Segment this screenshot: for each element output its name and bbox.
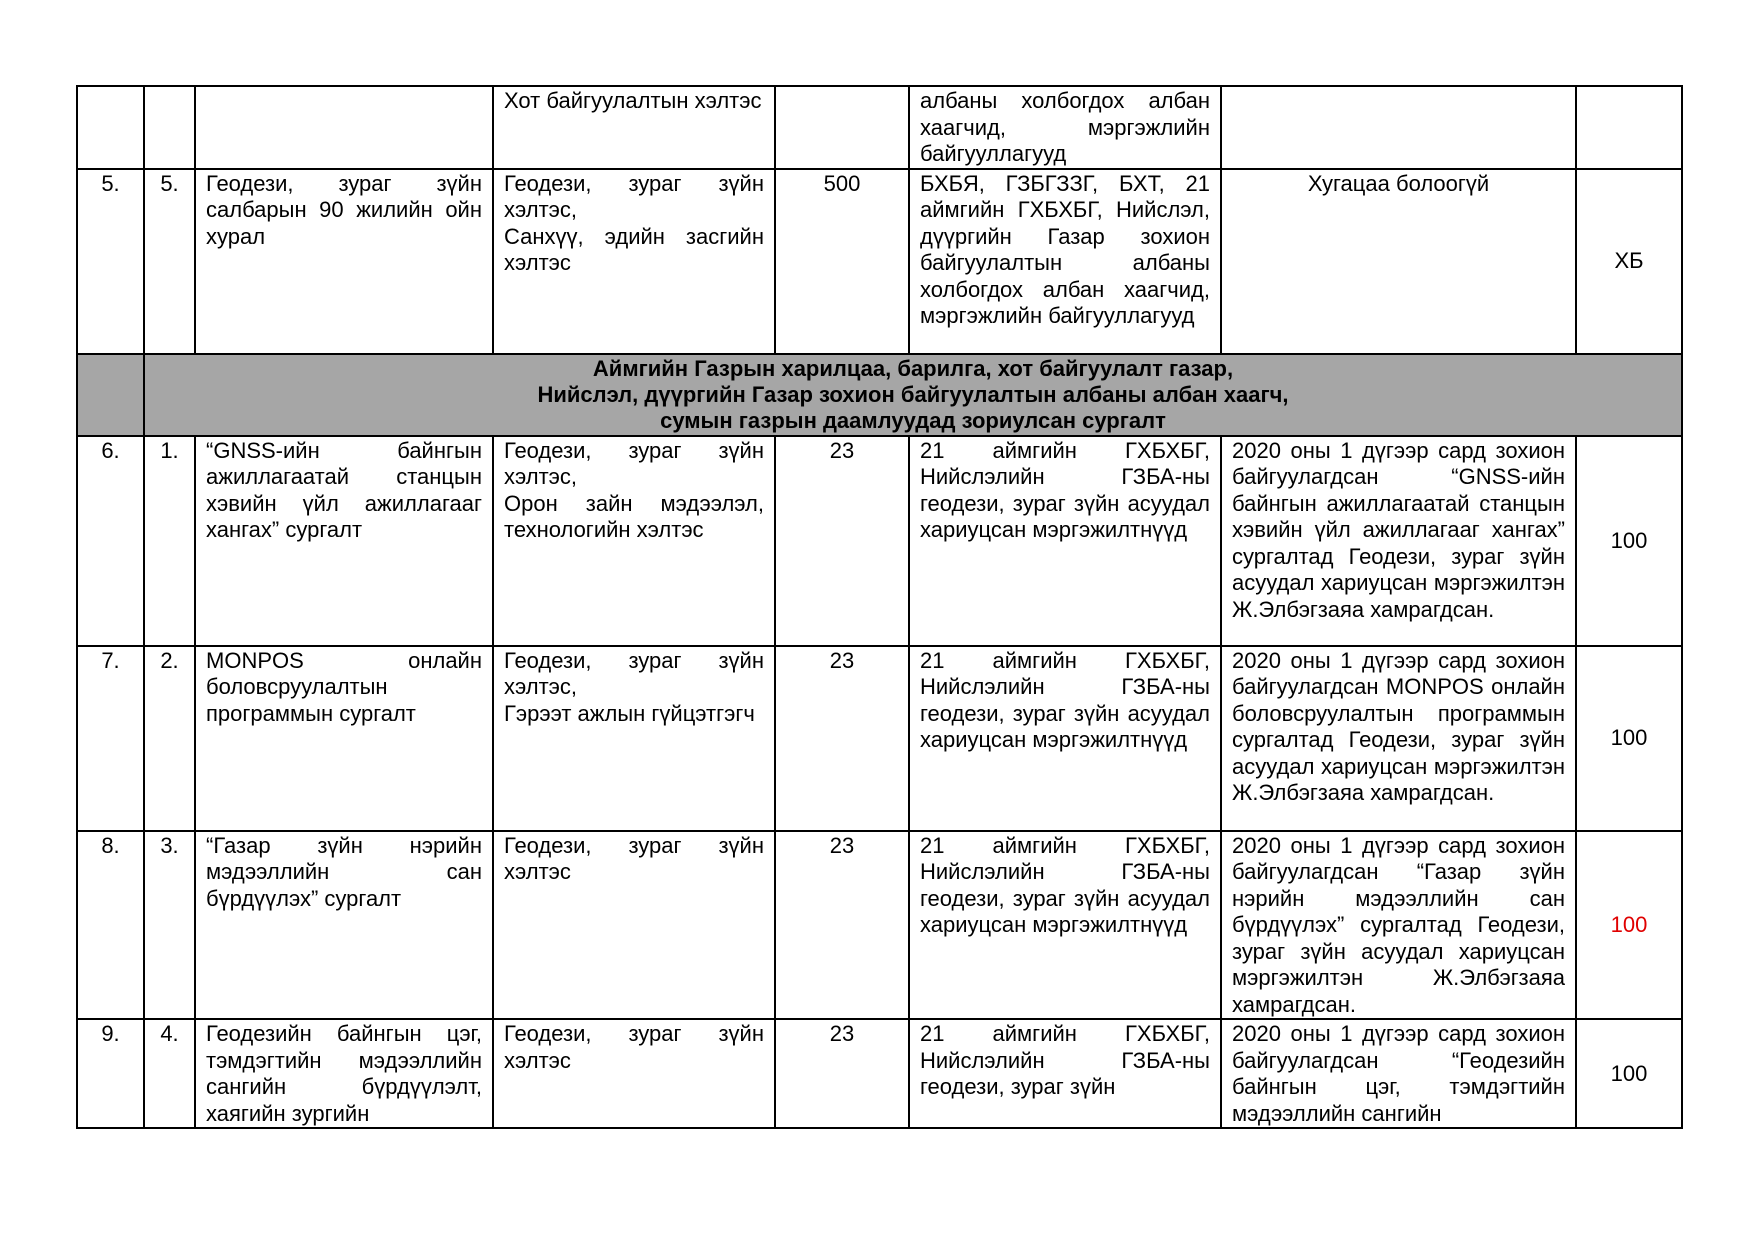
row-department: Геодези, зураг зүйн хэлтэс bbox=[493, 831, 775, 1020]
row-amount: 23 bbox=[775, 831, 909, 1020]
row-title: “Газар зүйн нэрийн мэдээллийн сан бүрдүүлэх” сургалт bbox=[195, 831, 493, 1020]
row-title: Геодезийн байнгын цэг, тэмдэгтийн мэдээллийн сангийн бүрдүүлэлт, хаягийн зургийн bbox=[195, 1019, 493, 1128]
row-amount: 23 bbox=[775, 1019, 909, 1128]
department-line: Геодези, зураг зүйн хэлтэс, bbox=[504, 647, 764, 699]
section-header-row bbox=[77, 354, 1682, 436]
row-participants: 21 аймгийн ГХБХБГ, Нийслэлийн ГЗБА-ны геодези, зураг зүйн асуудал хариуцсан мэргэжилтнүүд bbox=[909, 831, 1221, 1020]
row-number bbox=[77, 86, 144, 169]
row-number: 7. bbox=[77, 646, 144, 831]
row-department bbox=[493, 436, 775, 646]
row-sub-number: 2. bbox=[144, 646, 195, 831]
row-status: 2020 оны 1 дүгээр сард зохион байгуулагдсан “Геодезийн байнгын цэг, тэмдэгтийн мэдээллийн сангийн bbox=[1221, 1019, 1576, 1128]
table-row bbox=[77, 169, 1682, 354]
row-title bbox=[195, 86, 493, 169]
row-title: MONPOS онлайн боловсруулалтын программын сургалт bbox=[195, 646, 493, 831]
row-percent: 100 bbox=[1576, 436, 1682, 646]
row-participants: 21 аймгийн ГХБХБГ, Нийслэлийн ГЗБА-ны геодези, зураг зүйн bbox=[909, 1019, 1221, 1128]
row-participants: БХБЯ, ГЗБГЗЗГ, БХТ, 21 аймгийн ГХБХБГ, Нийслэл, дүүргийн Газар зохион байгуулалтын албаны холбогдох албан хаагчид, мэргэжлийн байгууллагууд bbox=[909, 169, 1221, 354]
row-amount: 23 bbox=[775, 436, 909, 646]
row-status: Хугацаа болоогүй bbox=[1221, 169, 1576, 354]
section-title bbox=[144, 354, 1682, 436]
row-number: 6. bbox=[77, 436, 144, 646]
table-row bbox=[77, 646, 1682, 831]
row-amount bbox=[775, 86, 909, 169]
section-title-line: Аймгийн Газрын харилцаа, барилга, хот байгуулалт газар, bbox=[592, 355, 1234, 381]
row-amount: 500 bbox=[775, 169, 909, 354]
row-sub-number: 5. bbox=[144, 169, 195, 354]
table-row bbox=[77, 1019, 1682, 1128]
department-line: Гэрээт ажлын гүйцэтгэгч bbox=[504, 700, 755, 726]
row-status: 2020 оны 1 дүгээр сард зохион байгуулагдсан “GNSS-ийн байнгын ажиллагаатай станцын хэвийн үйл ажиллагааг хангах” сургалтад Геодези, зураг зүйн асуудал хариуцсан мэргэжилтэн Ж.Элбэгзаяа хамрагдсан. bbox=[1221, 436, 1576, 646]
table-row bbox=[77, 86, 1682, 169]
section-title-line: Нийслэл, дүүргийн Газар зохион байгуулалтын албаны албан хаагч, bbox=[537, 381, 1289, 407]
row-sub-number: 4. bbox=[144, 1019, 195, 1128]
report-table bbox=[76, 85, 1683, 1129]
row-number: 5. bbox=[77, 169, 144, 354]
row-percent: 100 bbox=[1576, 1019, 1682, 1128]
row-sub-number bbox=[144, 86, 195, 169]
department-line: Геодези, зураг зүйн хэлтэс, bbox=[504, 170, 764, 222]
row-sub-number: 1. bbox=[144, 436, 195, 646]
row-amount: 23 bbox=[775, 646, 909, 831]
row-status bbox=[1221, 86, 1576, 169]
row-department: Геодези, зураг зүйн хэлтэс bbox=[493, 1019, 775, 1128]
row-participants: 21 аймгийн ГХБХБГ, Нийслэлийн ГЗБА-ны геодези, зураг зүйн асуудал хариуцсан мэргэжилтнүүд bbox=[909, 436, 1221, 646]
row-status: 2020 оны 1 дүгээр сард зохион байгуулагдсан MONPOS онлайн боловсруулалтын программын сургалтад Геодези, зураг зүйн асуудал хариуцсан мэргэжилтэн Ж.Элбэгзаяа хамрагдсан. bbox=[1221, 646, 1576, 831]
row-number: 9. bbox=[77, 1019, 144, 1128]
section-empty-cell bbox=[77, 354, 144, 436]
row-participants: албаны холбогдох албан хаагчид, мэргэжлийн байгууллагууд bbox=[909, 86, 1221, 169]
department-line: Орон зайн мэдээлэл, технологийн хэлтэс bbox=[504, 490, 764, 542]
row-department: Хот байгуулалтын хэлтэс bbox=[493, 86, 775, 169]
table-row bbox=[77, 436, 1682, 646]
row-percent bbox=[1576, 86, 1682, 169]
row-percent: ХБ bbox=[1576, 169, 1682, 354]
section-title-line: сумын газрын даамлуудад зориулсан сургалт bbox=[660, 407, 1166, 433]
department-line: Геодези, зураг зүйн хэлтэс, bbox=[504, 437, 764, 489]
table-row bbox=[77, 831, 1682, 1020]
row-participants: 21 аймгийн ГХБХБГ, Нийслэлийн ГЗБА-ны геодези, зураг зүйн асуудал хариуцсан мэргэжилтнүүд bbox=[909, 646, 1221, 831]
row-percent: 100 bbox=[1576, 646, 1682, 831]
row-title: Геодези, зураг зүйн салбарын 90 жилийн ойн хурал bbox=[195, 169, 493, 354]
row-number: 8. bbox=[77, 831, 144, 1020]
row-status: 2020 оны 1 дүгээр сард зохион байгуулагдсан “Газар зүйн нэрийн мэдээллийн сан бүрдүүлэх” сургалтад Геодези, зураг зүйн асуудал хариуцсан мэргэжилтэн Ж.Элбэгзаяа хамрагдсан. bbox=[1221, 831, 1576, 1020]
row-department bbox=[493, 646, 775, 831]
row-department bbox=[493, 169, 775, 354]
row-sub-number: 3. bbox=[144, 831, 195, 1020]
row-title: “GNSS-ийн байнгын ажиллагаатай станцын хэвийн үйл ажиллагааг хангах” сургалт bbox=[195, 436, 493, 646]
row-percent: 100 bbox=[1576, 831, 1682, 1020]
department-line: Санхүү, эдийн засгийн хэлтэс bbox=[504, 223, 764, 275]
